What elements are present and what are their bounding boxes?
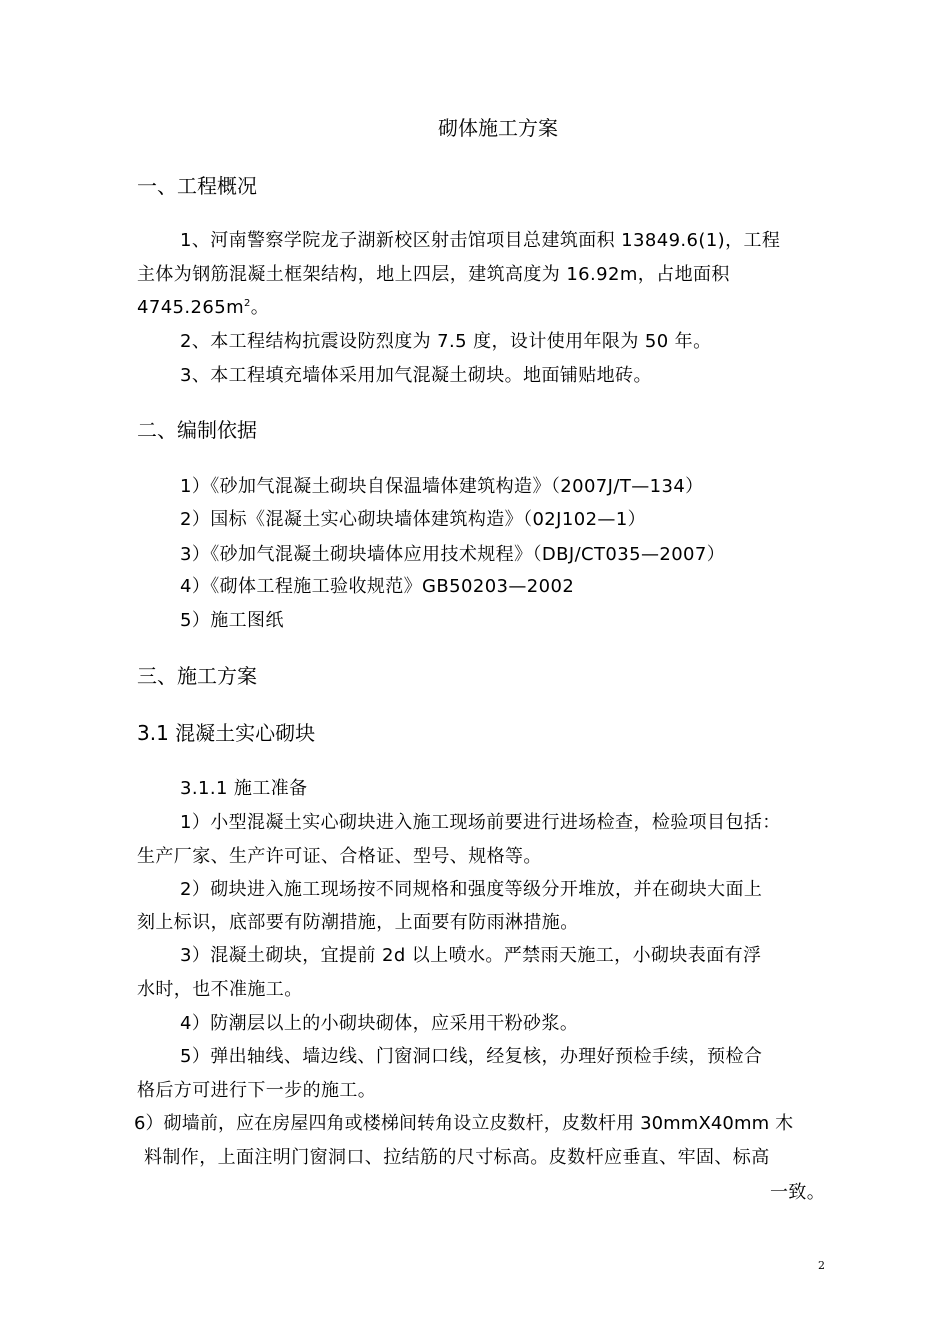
prep-item-5-line-1: 5）弹出轴线、墙边线、门窗洞口线，经复核，办理好预检手续，预检合 (180, 1046, 763, 1067)
prep-item-1-line-1: 1）小型混凝土实心砌块进入施工现场前要进行进场检查，检验项目包括： (180, 812, 781, 833)
period: 。 (250, 297, 270, 318)
site-area-value: 4745.265m (137, 297, 245, 318)
overview-paragraph-1-line-1: 1、河南警察学院龙子湖新校区射击馆项目总建筑面积 13849.6(1)，工程 (180, 230, 781, 251)
prep-item-6-line-3: 一致。 (770, 1182, 826, 1203)
overview-paragraph-2: 2、本工程结构抗震设防烈度为 7.5 度，设计使用年限为 50 年。 (180, 331, 712, 352)
prep-item-6-line-1: 6）砌墙前，应在房屋四角或楼梯间转角设立皮数杆，皮数杆用 30mmX40mm 木 (134, 1113, 794, 1134)
reference-item-3: 3）《砂加气混凝土砌块墙体应用技术规程》（DBJ/CT035—2007） (180, 544, 726, 565)
prep-item-2-line-1: 2）砌块进入施工现场按不同规格和强度等级分开堆放，并在砌块大面上 (180, 879, 763, 900)
overview-paragraph-3: 3、本工程填充墙体采用加气混凝土砌块。地面铺贴地砖。 (180, 365, 652, 386)
prep-item-4: 4）防潮层以上的小砌块砌体，应采用干粉砂浆。 (180, 1013, 579, 1034)
prep-item-1-line-2: 生产厂家、生产许可证、合格证、型号、规格等。 (137, 846, 542, 867)
overview-paragraph-1-line-3 (137, 293, 269, 319)
reference-item-4: 4）《砌体工程施工验收规范》GB50203—2002 (180, 576, 575, 597)
reference-item-2: 2）国标《混凝土实心砌块墙体建筑构造》（02J102—1） (180, 509, 647, 530)
prep-item-5-line-2: 格后方可进行下一步的施工。 (137, 1080, 377, 1101)
page-number: 2 (818, 1259, 825, 1272)
prep-item-3-line-2: 水时，也不准施工。 (137, 979, 303, 1000)
reference-item-5: 5）施工图纸 (180, 610, 284, 631)
subsection-3-1-heading: 3.1 混凝土实心砌块 (137, 721, 316, 745)
reference-item-1: 1）《砂加气混凝土砌块自保温墙体建筑构造》（2007J/T—134） (180, 476, 704, 497)
area-unit-superscript: 2 (244, 298, 251, 309)
document-title: 砌体施工方案 (438, 116, 558, 140)
section2-heading: 二、编制依据 (137, 418, 257, 442)
section1-heading: 一、工程概况 (137, 174, 257, 198)
section3-heading: 三、施工方案 (137, 664, 257, 688)
subsection-3-1-1-heading: 3.1.1 施工准备 (180, 778, 308, 799)
prep-item-3-line-1: 3）混凝土砌块，宜提前 2d 以上喷水。严禁雨天施工，小砌块表面有浮 (180, 945, 762, 966)
overview-paragraph-1-line-2: 主体为钢筋混凝土框架结构，地上四层，建筑高度为 16.92m，占地面积 (137, 264, 730, 285)
prep-item-2-line-2: 刻上标识，底部要有防潮措施，上面要有防雨淋措施。 (137, 912, 579, 933)
prep-item-6-line-2: 料制作，上面注明门窗洞口、拉结筋的尺寸标高。皮数杆应垂直、牢固、标高 (144, 1147, 770, 1168)
